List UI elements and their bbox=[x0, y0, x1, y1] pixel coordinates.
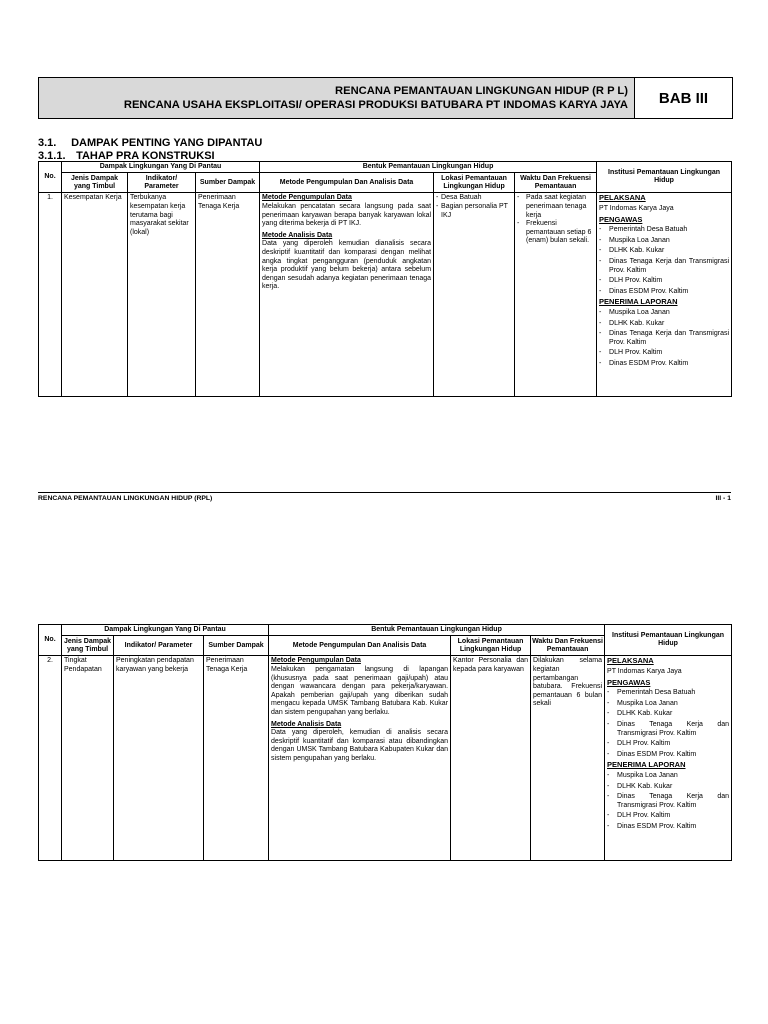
col-indikator: Indikator/ Parameter bbox=[128, 173, 196, 193]
penerima-item: Muspika Loa Janan bbox=[617, 771, 678, 779]
lokasi-item: Bagian personalia PT IKJ bbox=[441, 203, 508, 219]
cell-jenis: Tingkat Pendapatan bbox=[62, 656, 114, 861]
waktu-item: Pada saat kegiatan penerimaan tenaga kerja bbox=[526, 194, 587, 219]
col-jenis: Jenis Dampak yang Timbul bbox=[62, 173, 128, 193]
pengawas-item: Dinas ESDM Prov. Kaltim bbox=[609, 287, 689, 295]
metode-heading-pengumpulan: Metode Pengumpulan Data bbox=[271, 657, 361, 665]
metode-text-pengumpulan: Melakukan pengamatan langsung di lapangan (khususnya pada saat penerimaan gaji/upah) atau dengan wawancara dengan para pekerja/karyawan. Apakah pemberian gaji/upah yang diberikan sudah mengacu kepada UMSK Tambang Batubara Kab. Kukar dan sistem pengupahan yang berlaku. bbox=[271, 666, 449, 716]
rpl-table-2 bbox=[38, 624, 732, 861]
cell-metode bbox=[269, 656, 451, 861]
pelaksana-name: PT Indomas Karya Jaya bbox=[599, 205, 674, 212]
metode-text-analisis: Data yang diperoleh kemudian dianalisis secara deskriptif kuantitatif dan komparasi dengan melihat angka tingkat pengangguran (penduduk angkatan kerja produktif yang belum bekerja) antara sebelum dengan sesudah adanya kegiatan penerimaan tenaga kerja. bbox=[262, 240, 432, 291]
col-sumber: Sumber Dampak bbox=[204, 636, 269, 656]
lokasi-item: Desa Batuah bbox=[441, 194, 482, 202]
pelaksana-name: PT Indomas Karya Jaya bbox=[607, 668, 682, 675]
pengawas-item: DLHK Kab. Kukar bbox=[617, 710, 673, 718]
pengawas-item: DLH Prov. Kaltim bbox=[609, 277, 663, 285]
col-institusi: Institusi Pemantauan Lingkungan Hidup bbox=[605, 625, 732, 656]
section-title: DAMPAK PENTING YANG DIPANTAU bbox=[71, 137, 263, 149]
metode-heading-analisis: Metode Analisis Data bbox=[271, 720, 342, 728]
col-no: No. bbox=[39, 625, 62, 656]
header-title-block bbox=[39, 78, 635, 118]
col-indikator: Indikator/ Parameter bbox=[114, 636, 204, 656]
pengawas-item: Pemerintah Desa Batuah bbox=[617, 689, 696, 697]
section-heading-3-1 bbox=[38, 137, 262, 149]
pengawas-item: Dinas Tenaga Kerja dan Transmigrasi Prov. Kaltim bbox=[609, 257, 730, 274]
col-metode: Metode Pengumpulan Dan Analisis Data bbox=[260, 173, 434, 193]
subsection-number: 3.1.1. bbox=[38, 150, 66, 162]
page-number: III - 1 bbox=[715, 495, 731, 502]
section-number: 3.1. bbox=[38, 137, 57, 149]
metode-text-pengumpulan: Melakukan pencatatan secara langsung pada saat penerimaan karyawan berapa banyak karyawan lokal yang diterima bekerja di PT IKJ. bbox=[262, 203, 432, 228]
pengawas-item: Dinas Tenaga Kerja dan Transmigrasi Prov. Kaltim bbox=[617, 720, 730, 737]
penerima-item: Dinas Tenaga Kerja dan Transmigrasi Prov. Kaltim bbox=[609, 330, 730, 346]
cell-indikator: Terbukanya kesempatan kerja terutama bagi masyarakat sekitar (lokal) bbox=[128, 193, 196, 397]
col-institusi: Institusi Pemantauan Lingkungan Hidup bbox=[597, 162, 732, 193]
waktu-item: Frekuensi pemantauan setiap 6 (enam) bulan sekali. bbox=[526, 220, 592, 245]
col-group-bentuk: Bentuk Pemantauan Lingkungan Hidup bbox=[269, 625, 605, 636]
cell-metode bbox=[260, 193, 434, 397]
penerima-item: Dinas ESDM Prov. Kaltim bbox=[617, 822, 697, 830]
rpl-table-1 bbox=[38, 161, 732, 397]
cell-indikator: Peningkatan pendapatan karyawan yang bekerja bbox=[114, 656, 204, 861]
penerima-item: Dinas ESDM Prov. Kaltim bbox=[609, 359, 689, 367]
metode-text-analisis: Data yang diperoleh, kemudian di analisis secara deskriptif kuantitatif dan komparasi atau dibandingkan dengan UMSK Tambang Batubara Kabupaten Kukar dan sistem pengupahan yang berlaku. bbox=[271, 729, 449, 762]
cell-sumber: Penerimaan Tenaga Kerja bbox=[196, 193, 260, 397]
footer-title: RENCANA PEMANTAUAN LINGKUNGAN HIDUP (RPL) bbox=[38, 495, 213, 502]
cell-waktu: Dilakukan selama kegiatan pertambangan batubara. Frekuensi pemantauan 6 bulan sekali bbox=[531, 656, 605, 861]
penerima-item: DLH Prov. Kaltim bbox=[617, 812, 671, 820]
col-group-bentuk: Bentuk Pemantauan Lingkungan Hidup bbox=[260, 162, 597, 173]
col-waktu: Waktu Dan Frekuensi Pemantauan bbox=[531, 636, 605, 656]
chapter-label: BAB III bbox=[658, 89, 709, 107]
col-lokasi: Lokasi Pemantauan Lingkungan Hidup bbox=[451, 636, 531, 656]
penerima-item: Dinas Tenaga Kerja dan Transmigrasi Prov. Kaltim bbox=[617, 793, 730, 809]
col-no: No. bbox=[39, 162, 62, 193]
cell-institusi: PELAKSANA PT Indomas Karya Jaya PENGAWAS - Pemerintah Desa Batuah - Muspika Loa Janan - DLHK Kab. Kukar - Dinas Tenaga Kerja dan Transmigrasi Prov. Kaltim - DLH Prov. Kaltim - Dinas ESDM Prov. Kaltim PENERIMA LAPORAN - Muspika Loa Janan - DLHK Kab. Kukar - Dinas Tenaga Kerja dan Transmigrasi Prov. Kaltim - DLH Prov. Kaltim - Dinas ESDM Prov. Kaltim bbox=[605, 656, 732, 861]
row-no: 1. bbox=[39, 193, 62, 397]
col-waktu: Waktu Dan Frekuensi Pemantauan bbox=[515, 173, 597, 193]
table-row bbox=[39, 193, 732, 397]
pengawas-item: DLH Prov. Kaltim bbox=[617, 740, 671, 748]
penerima-item: DLHK Kab. Kukar bbox=[617, 782, 673, 790]
table-row bbox=[39, 656, 732, 861]
cell-waktu: - Pada saat kegiatan penerimaan tenaga kerja - Frekuensi pemantauan setiap 6 (enam) bulan sekali. bbox=[515, 193, 597, 397]
cell-lokasi: - Desa Batuah - Bagian personalia PT IKJ bbox=[434, 193, 515, 397]
penerima-item: DLHK Kab. Kukar bbox=[609, 319, 665, 327]
page-footer bbox=[38, 492, 731, 502]
penerima-item: Muspika Loa Janan bbox=[609, 308, 670, 316]
penerima-heading: PENERIMA LAPORAN bbox=[599, 297, 678, 307]
document-header bbox=[38, 77, 733, 119]
subsection-title: TAHAP PRA KONSTRUKSI bbox=[76, 150, 215, 162]
pengawas-item: DLHK Kab. Kukar bbox=[609, 247, 665, 255]
header-title-line2: RENCANA USAHA EKSPLOITASI/ OPERASI PRODUKSI BATUBARA PT INDOMAS KARYA JAYA bbox=[123, 99, 628, 111]
penerima-item: DLH Prov. Kaltim bbox=[609, 349, 663, 357]
col-jenis: Jenis Dampak yang Timbul bbox=[62, 636, 114, 656]
pengawas-item: Muspika Loa Janan bbox=[617, 699, 678, 707]
pengawas-item: Dinas ESDM Prov. Kaltim bbox=[617, 750, 697, 758]
metode-heading-pengumpulan: Metode Pengumpulan Data bbox=[262, 194, 352, 202]
penerima-heading: PENERIMA LAPORAN bbox=[607, 760, 686, 770]
pengawas-heading: PENGAWAS bbox=[599, 214, 643, 224]
col-group-dampak: Dampak Lingkungan Yang Di Pantau bbox=[62, 625, 269, 636]
pengawas-item: Pemerintah Desa Batuah bbox=[609, 226, 688, 234]
col-group-dampak: Dampak Lingkungan Yang Di Pantau bbox=[62, 162, 260, 173]
cell-institusi: PELAKSANA PT Indomas Karya Jaya PENGAWAS - Pemerintah Desa Batuah - Muspika Loa Janan - DLHK Kab. Kukar - Dinas Tenaga Kerja dan Transmigrasi Prov. Kaltim - DLH Prov. Kaltim - Dinas ESDM Prov. Kaltim PENERIMA LAPORAN - Muspika Loa Janan - DLHK Kab. Kukar - Dinas Tenaga Kerja dan Transmigrasi Prov. Kaltim - DLH Prov. Kaltim - Dinas ESDM Prov. Kaltim bbox=[597, 193, 732, 397]
cell-lokasi: Kantor Personalia dan kepada para karyawan bbox=[451, 656, 531, 861]
row-no: 2. bbox=[39, 656, 62, 861]
pengawas-heading: PENGAWAS bbox=[607, 677, 651, 687]
col-lokasi: Lokasi Pemantauan Lingkungan Hidup bbox=[434, 173, 515, 193]
pelaksana-heading: PELAKSANA bbox=[607, 656, 654, 666]
col-sumber: Sumber Dampak bbox=[196, 173, 260, 193]
col-metode: Metode Pengumpulan Dan Analisis Data bbox=[269, 636, 451, 656]
metode-heading-analisis: Metode Analisis Data bbox=[262, 231, 333, 239]
pengawas-item: Muspika Loa Janan bbox=[609, 236, 670, 244]
cell-sumber: Penerimaan Tenaga Kerja bbox=[204, 656, 269, 861]
cell-jenis: Kesempatan Kerja bbox=[62, 193, 128, 397]
header-title-line1: RENCANA PEMANTAUAN LINGKUNGAN HIDUP (R P L) bbox=[335, 85, 628, 97]
pelaksana-heading: PELAKSANA bbox=[599, 193, 646, 203]
